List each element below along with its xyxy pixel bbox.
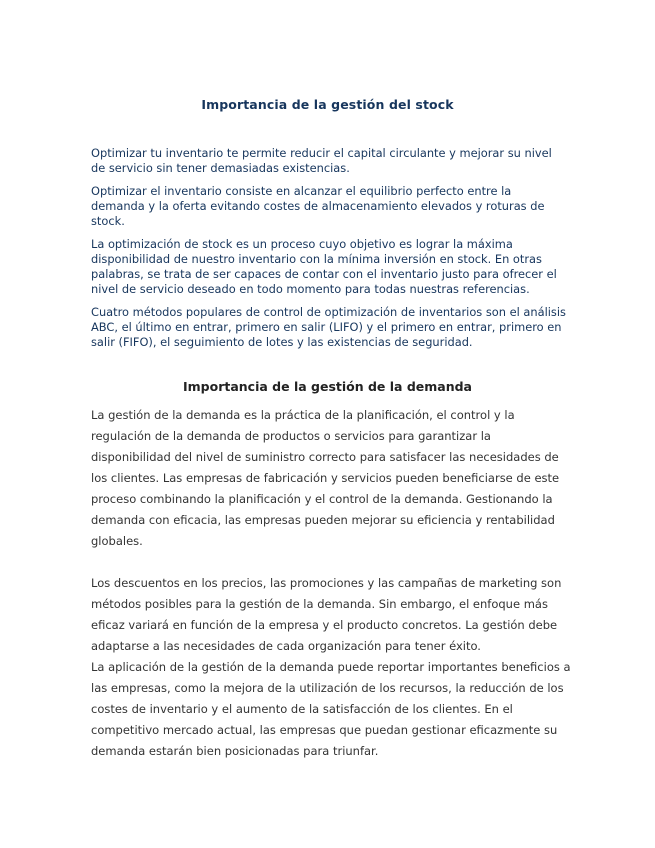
paragraph: Cuatro métodos populares de control de optimización de inventarios son el análisis ABC, el último en entrar, primero en salir (LIFO) y el primero en entrar, primero en salir (FIFO), el seguimiento de lotes y las existencias de seguridad. — [91, 305, 566, 349]
section-demand-body — [91, 405, 571, 762]
section-stock-body — [91, 146, 566, 358]
section-stock-title: Importancia de la gestión del stock — [201, 97, 454, 112]
section-demand-title: Importancia de la gestión de la demanda — [183, 379, 472, 394]
paragraph: Optimizar tu inventario te permite reducir el capital circulante y mejorar su nivel de servicio sin tener demasiadas existencias. — [91, 146, 552, 175]
paragraph: La optimización de stock es un proceso cuyo objetivo es lograr la máxima disponibilidad de nuestro inventario con la mínima inversión en stock. En otras palabras, se trata de ser capaces de contar con el inventario justo para ofrecer el nivel de servicio deseado en todo momento para todas nuestras referencias. — [91, 237, 557, 296]
paragraph: Optimizar el inventario consiste en alcanzar el equilibrio perfecto entre la demanda y la oferta evitando costes de almacenamiento elevados y roturas de stock. — [91, 184, 545, 228]
paragraph: La aplicación de la gestión de la demanda puede reportar importantes beneficios a las empresas, como la mejora de la utilización de los recursos, la reducción de los costes de inventario y el aumento de la satisfacción de los clientes. En el competitivo mercado actual, las empresas que puedan gestionar eficazmente su demanda estarán bien posicionadas para triunfar. — [91, 660, 571, 758]
paragraph: Los descuentos en los precios, las promociones y las campañas de marketing son métodos posibles para la gestión de la demanda. Sin embargo, el enfoque más eficaz variará en función de la empresa y el producto concretos. La gestión debe adaptarse a las necesidades de cada organización para tener éxito. — [91, 576, 562, 653]
paragraph: La gestión de la demanda es la práctica de la planificación, el control y la regulación de la demanda de productos o servicios para garantizar la disponibilidad del nivel de suministro correcto para satisfacer las necesidades de los clientes. Las empresas de fabricación y servicios pueden beneficiarse de este proceso combinando la planificación y el control de la demanda. Gestionando la demanda con eficacia, las empresas pueden mejorar su eficiencia y rentabilidad globales. — [91, 408, 560, 548]
